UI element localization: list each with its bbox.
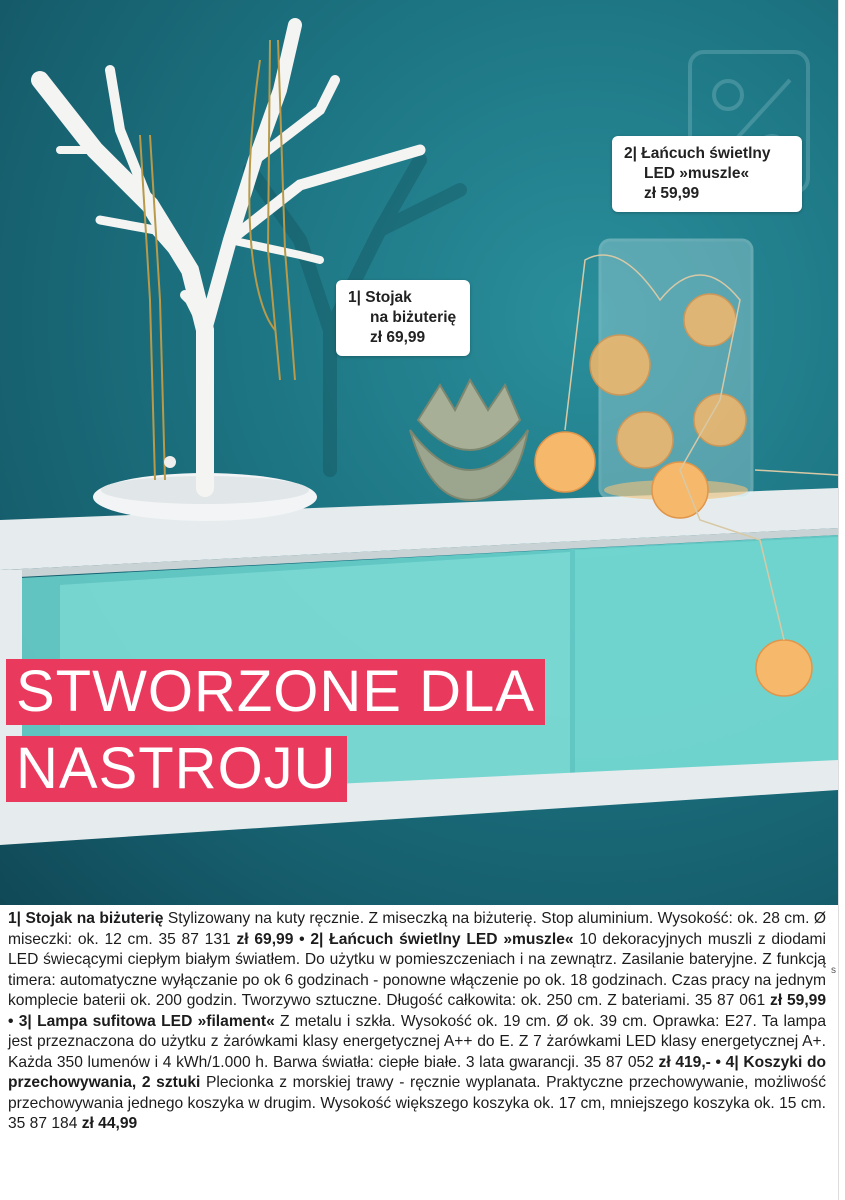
headline-line-1: STWORZONE DLA <box>6 659 545 725</box>
tag-price: zł 59,99 <box>644 185 700 202</box>
description-bold-segment: zł 44,99 <box>81 1115 138 1132</box>
headline-line-2: NASTROJU <box>6 736 347 802</box>
side-mark: s <box>831 965 836 976</box>
tag-subtitle: LED »muszle« <box>644 165 750 182</box>
description-bold-segment: zł 69,99 • 2| Łańcuch świetlny LED »muszle« <box>236 930 574 948</box>
lotus-tealight <box>410 380 528 500</box>
tag-subtitle: na biżuterię <box>370 309 457 326</box>
tag-price: zł 69,99 <box>370 329 426 346</box>
price-tag-jewelry-stand <box>336 280 470 356</box>
description-text-segment: Plecionka z morskiej trawy - ręcznie wyplanata. Praktyczne przechowywanie, możliwość przechowywania jednego koszyka w drugim. Wysokość większego koszyka ok. 17 cm, mniejszego koszyka ok. 15 cm. 35 87 184 <box>8 1074 826 1132</box>
description-text-segment: Stylizowany na kuty ręcznie. Z miseczką na biżuterię. Stop aluminium. Wysokość: ok. 28 cm. Ø miseczki: ok. 12 cm. 35 87 131 <box>8 910 826 948</box>
tag-title: 1| Stojak <box>348 289 412 306</box>
description-bold-segment: zł 419,- • 4| Koszyki do przechowywania, 2 sztuki <box>8 1053 826 1091</box>
description-text-segment: 10 dekoracyjnych muszli z diodami LED świecącymi ciepłym białym światłem. Do użytku w pomieszczeniach i na zewnątrz. Zasilanie bateryjne. Z funkcją timera: automatyczne wyłączanie po ok 6 godzinach - ponowne włączenie po ok. 18 godzinach. Czas pracy na jednym komplecie baterii ok. 200 godzin. Tworzywo sztuczne. Długość całkowita: ok. 250 cm. Z bateriami. 35 87 061 <box>8 930 826 1009</box>
page-edge <box>838 0 845 1200</box>
description-bold-segment: zł 59,99 • 3| Lampa sufitowa LED »filament« <box>8 992 827 1030</box>
tag-title: 2| Łańcuch świetlny <box>624 145 771 162</box>
description-bold-segment: 1| Stojak na biżuterię <box>8 910 164 927</box>
price-tag-led-lights <box>612 136 802 212</box>
product-description <box>8 909 826 1135</box>
description-text-segment: Z metalu i szkła. Wysokość ok. 19 cm. Ø ok. 39 cm. Oprawka: E27. Ta lampa jest przeznaczona do użytku z żarówkami klasy energetycznej A++ do E. Z 7 żarówkami LED klasy energetycznej A+. Każda 350 lumenów i 4 kWh/1.000 h. Barwa światła: ciepłe białe. 3 lata gwarancji. 35 87 052 <box>8 1012 826 1071</box>
